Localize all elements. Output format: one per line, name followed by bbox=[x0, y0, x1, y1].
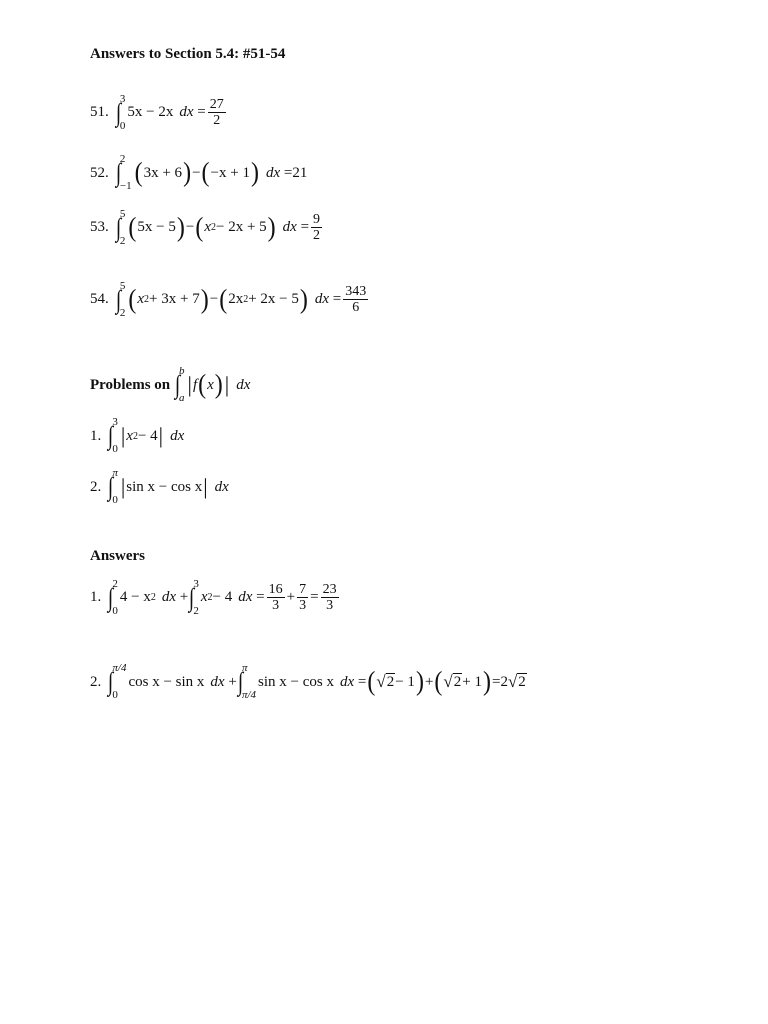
integral-sign: ∫ π 0 bbox=[108, 467, 118, 506]
integral-sign: ∫ b a bbox=[174, 365, 185, 404]
answer-52: 52. ∫ 2 −1 ( 3x + 6 ) − ( −x + 1 ) dx = 21 bbox=[90, 153, 308, 192]
section-heading: Answers to Section 5.4: #51-54 bbox=[90, 46, 286, 62]
integral-sign: ∫ 2 0 bbox=[108, 577, 118, 617]
problem-2: 2. ∫ π 0 | sin x − cos x | dx bbox=[90, 467, 229, 506]
result-fraction: $\frac{27}{2}$ bbox=[209, 97, 224, 129]
answer-53: 53. ∫ 5 2 ( 5x − 5 ) − ( x 2 − 2x + 5 ) dx = $\frac{9}{2}$ bbox=[90, 207, 321, 247]
integral-sign: ∫ 5 2 bbox=[115, 207, 126, 247]
integral-sign: ∫ 3 2 bbox=[189, 577, 199, 617]
answers-heading: Answers bbox=[90, 548, 145, 564]
answer-51: 51. ∫ 3 0 5x − 2x dx = $\frac{27}{2}$ bbox=[90, 92, 224, 132]
result-fraction: $\frac{343}{6}$ bbox=[345, 284, 367, 316]
integral-sign: ∫ π/4 0 bbox=[108, 662, 127, 701]
answer-1: 1. ∫ 2 0 4 − x 2 dx + ∫ 3 2 x 2 − 4 dx = $\frac{16}{3}$ + $\frac{7}{3}$ = $\frac{23}{3}$ bbox=[90, 577, 337, 617]
result-fraction: $\frac{9}{2}$ bbox=[313, 212, 321, 244]
problems-heading: Problems on ∫ b a | f ( x ) | dx bbox=[90, 365, 251, 404]
integral-sign: ∫ π π/4 bbox=[237, 662, 257, 701]
answer-54: 54. ∫ 5 2 ( x 2 + 3x + 7 ) − ( 2x 2 + 2x − 5 ) dx = $\frac{343}{6}$ bbox=[90, 279, 367, 319]
integral-sign: ∫ 3 0 bbox=[108, 416, 118, 455]
integral-sign: ∫ 3 0 bbox=[115, 92, 126, 132]
integral-sign: ∫ 5 2 bbox=[115, 279, 126, 319]
answer-2: 2. ∫ π/4 0 cos x − sin x dx + ∫ π π/4 sin x − cos x dx = ( √ 2 − 1 ) + ( √ 2 + 1 ) = 2 √ 2 bbox=[90, 662, 526, 701]
integral-sign: ∫ 2 −1 bbox=[115, 153, 132, 192]
problem-1: 1. ∫ 3 0 | x 2 − 4 | dx bbox=[90, 416, 185, 455]
